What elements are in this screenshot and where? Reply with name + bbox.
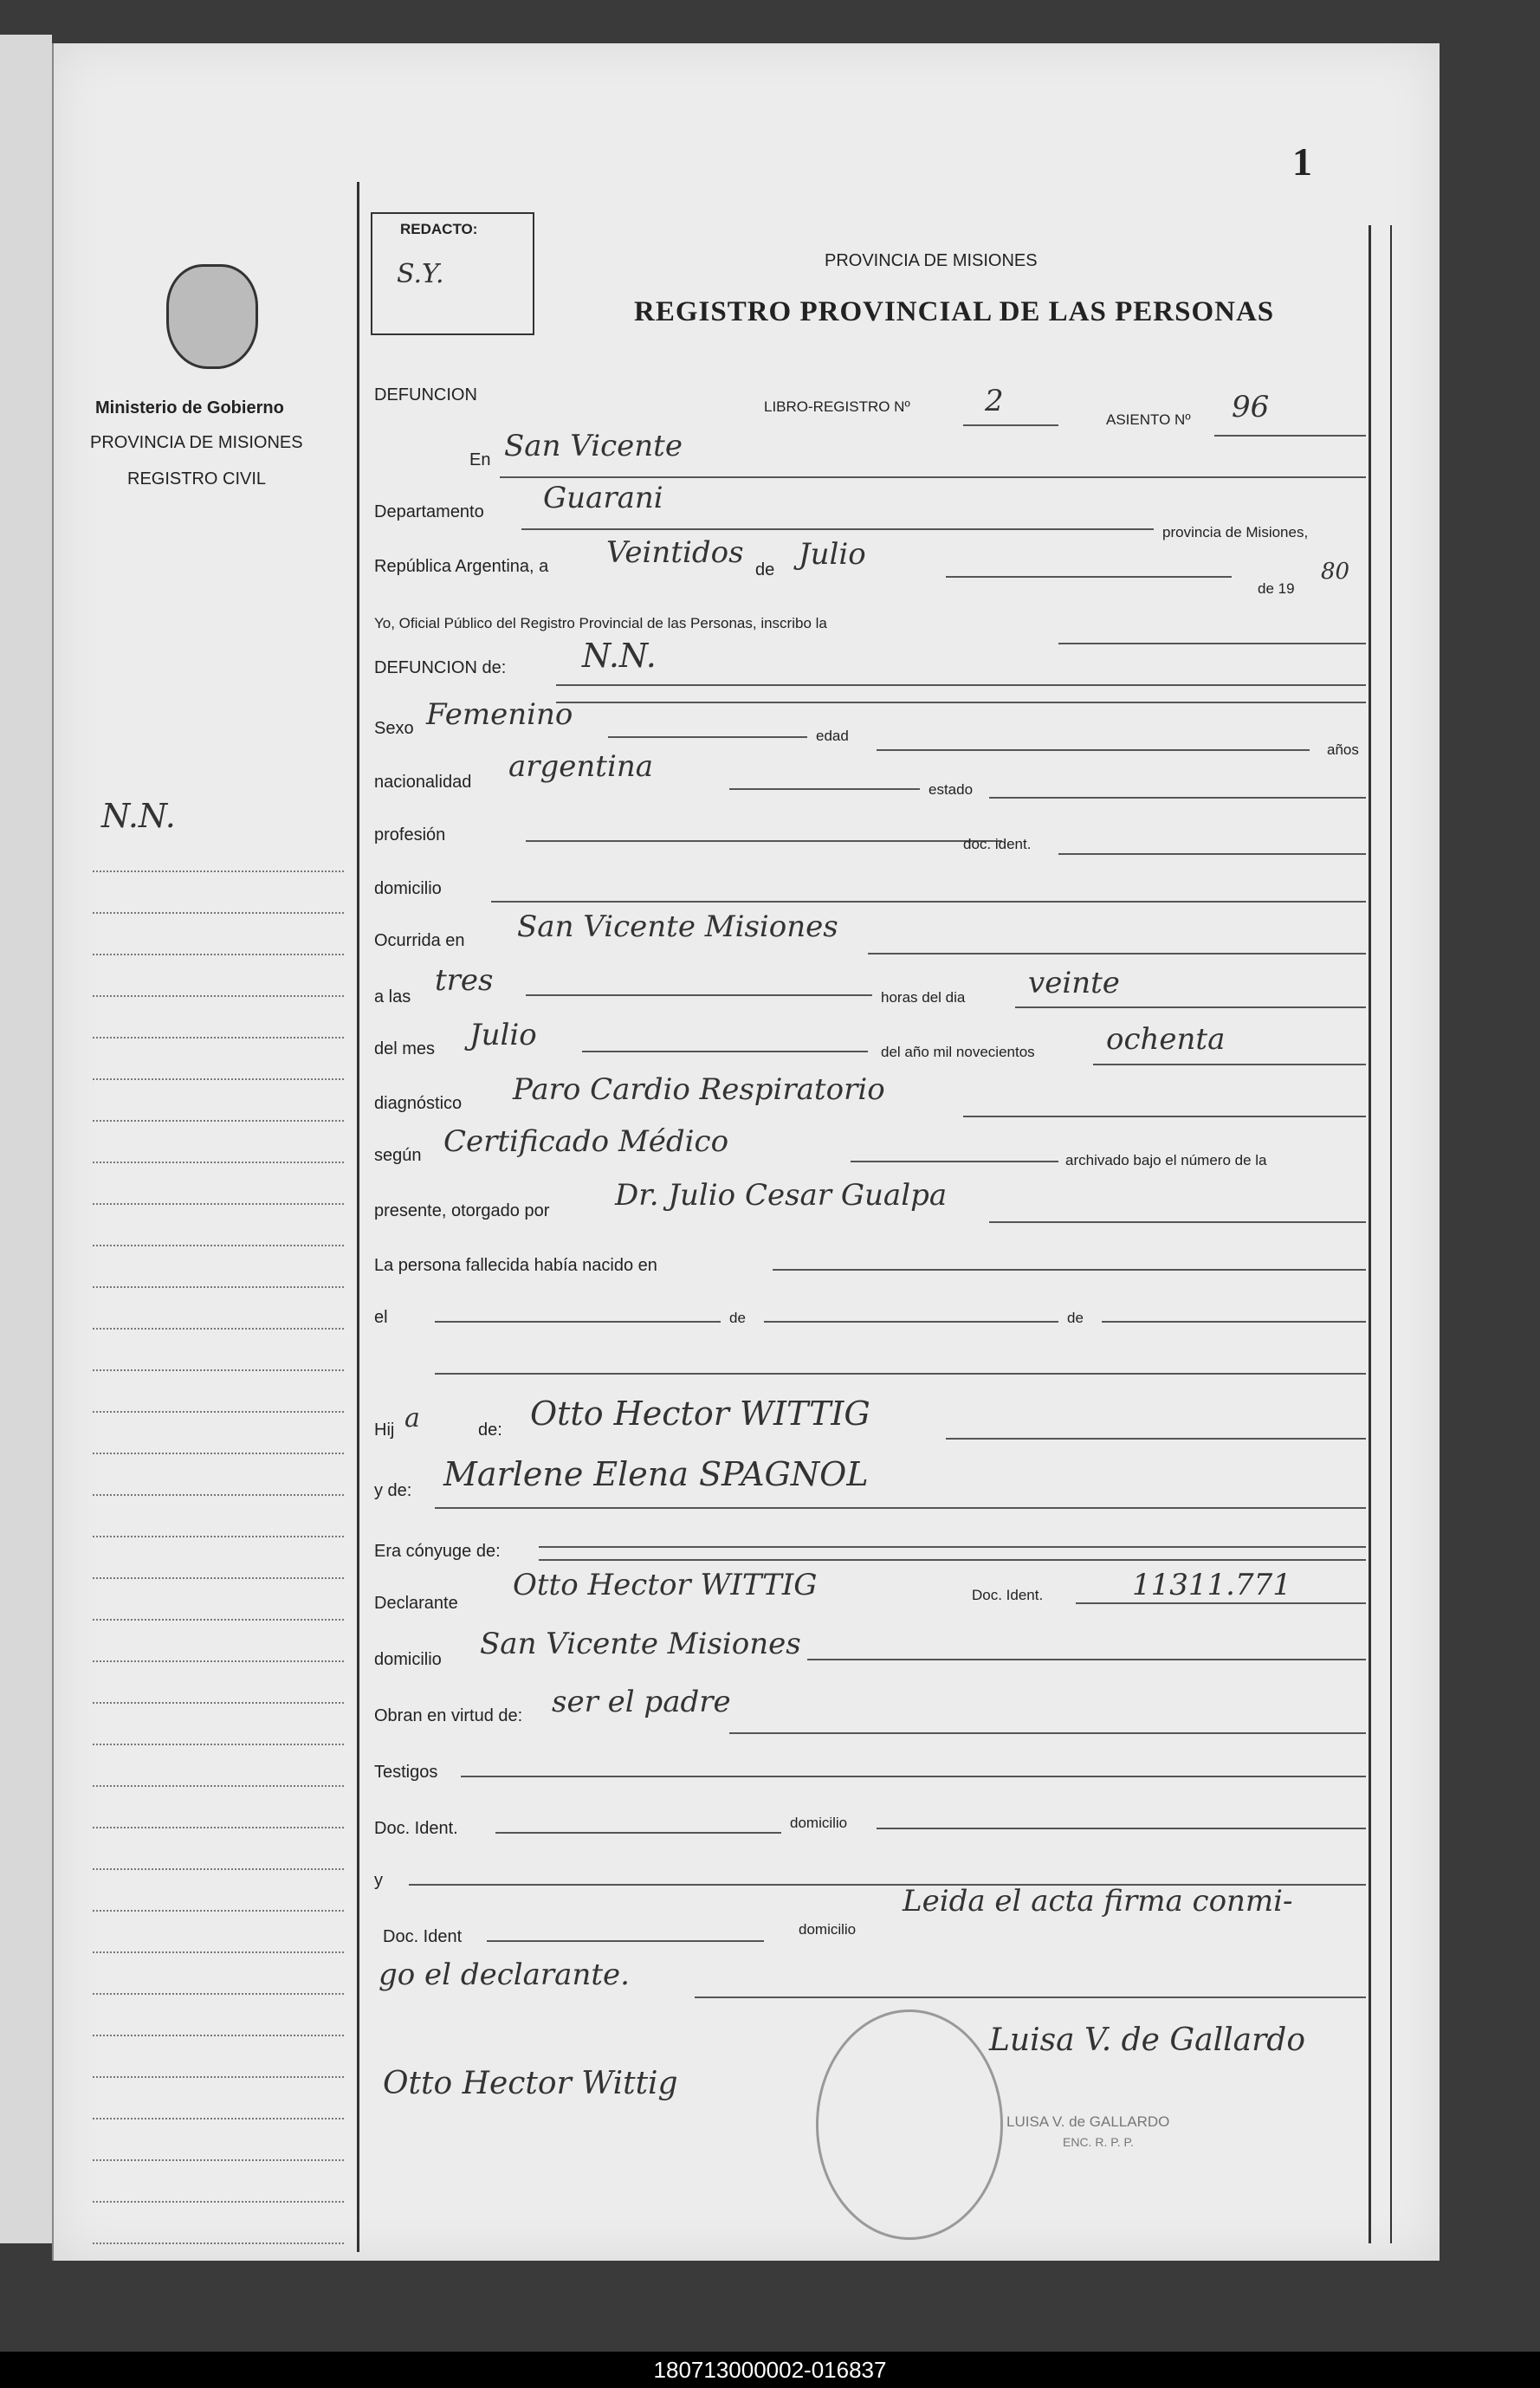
- redacto-value: S.Y.: [397, 259, 444, 289]
- testigos-line: [461, 1776, 1366, 1777]
- presente-value: Dr. Julio Cesar Gualpa: [615, 1178, 948, 1213]
- act-type: DEFUNCION: [374, 385, 477, 404]
- domicilio-label: domicilio: [374, 879, 442, 898]
- defuncion-line-2: [556, 702, 1366, 703]
- y-de-value: Marlene Elena SPAGNOL: [443, 1455, 869, 1493]
- doc-ident1-label: Doc. Ident.: [374, 1819, 458, 1838]
- libro-line: [963, 424, 1058, 426]
- official-seal-icon: [816, 2009, 1003, 2240]
- doc-value: 11311.771: [1132, 1568, 1291, 1602]
- asiento-value: 96: [1232, 390, 1270, 424]
- sexo-line: [608, 736, 807, 738]
- en-line: [500, 476, 1366, 478]
- nacionalidad-value: argentina: [508, 749, 654, 784]
- hija-suffix: a: [404, 1403, 420, 1433]
- hija-line: [946, 1438, 1366, 1440]
- sexo-value: Femenino: [426, 697, 573, 732]
- margin-ruled-line: [93, 2242, 344, 2244]
- el-label: el: [374, 1308, 388, 1327]
- anos-label: años: [1327, 741, 1359, 758]
- margin-ruled-line: [93, 1577, 344, 1579]
- margin-ruled-line: [93, 1619, 344, 1621]
- doc-ident1-line: [495, 1832, 781, 1834]
- obran-value: ser el padre: [552, 1685, 731, 1719]
- de2-label: de: [1067, 1310, 1084, 1326]
- register-page: [52, 43, 1440, 2261]
- margin-ruled-line: [93, 1328, 344, 1330]
- profesion-label: profesión: [374, 825, 446, 845]
- asiento-label: ASIENTO Nº: [1106, 411, 1191, 428]
- y-de-label: y de:: [374, 1481, 412, 1500]
- redacto-box: [371, 212, 534, 335]
- doc-label: Doc. Ident.: [972, 1587, 1044, 1603]
- domicilio2-value: San Vicente Misiones: [480, 1627, 801, 1661]
- provincia-suffix: provincia de Misiones,: [1162, 524, 1309, 540]
- margin-ruled-line: [93, 1744, 344, 1745]
- estado-label: estado: [929, 781, 974, 798]
- segun-line: [851, 1161, 1058, 1162]
- margin-ruled-line: [93, 1660, 344, 1662]
- margin-ruled-line: [93, 1910, 344, 1912]
- margin-ruled-line: [93, 1951, 344, 1953]
- sello-cargo: ENC. R. P. P.: [1063, 2135, 1134, 2149]
- margin-ruled-line: [93, 1868, 344, 1870]
- nacido-label: La persona fallecida había nacido en: [374, 1256, 657, 1275]
- hija-label: Hij: [374, 1421, 395, 1440]
- fecha-line: [946, 576, 1232, 578]
- del-mes-line: [582, 1051, 868, 1052]
- doc-ident2-line: [487, 1940, 764, 1942]
- a-las-value: tres: [435, 963, 494, 998]
- y-label: y: [374, 1871, 383, 1890]
- margin-ruled-line: [93, 1162, 344, 1163]
- margin-ruled-line: [93, 1536, 344, 1537]
- margin-ruled-line: [93, 1827, 344, 1828]
- nacionalidad-line: [729, 788, 920, 790]
- conyuge-line-2: [539, 1559, 1366, 1561]
- header-title: REGISTRO PROVINCIAL DE LAS PERSONAS: [634, 296, 1275, 327]
- de1-line: [764, 1321, 1058, 1323]
- margin-ruled-line: [93, 995, 344, 997]
- horas-value: veinte: [1028, 966, 1120, 1000]
- el-line-2: [435, 1373, 1366, 1375]
- de1-label: de: [729, 1310, 746, 1326]
- de2-line: [1102, 1321, 1366, 1323]
- departamento-value: Guarani: [543, 481, 663, 515]
- domicilio2-line: [807, 1659, 1366, 1660]
- libro-value: 2: [985, 384, 1004, 418]
- del-mes-value: Julio: [469, 1018, 537, 1052]
- leida-text-2: go el declarante.: [379, 1958, 630, 1992]
- diagnostico-line: [963, 1116, 1366, 1117]
- departamento-line: [521, 528, 1154, 530]
- margin-ruled-line: [93, 912, 344, 914]
- margin-ruled-line: [93, 1245, 344, 1246]
- defuncion-value: N.N.: [582, 637, 657, 675]
- a-las-label: a las: [374, 987, 411, 1006]
- margin-ruled-line: [93, 1037, 344, 1039]
- declarante-label: Declarante: [374, 1594, 458, 1613]
- firma-oficial: Luisa V. de Gallardo: [989, 2022, 1306, 2058]
- margin-ruled-line: [93, 1078, 344, 1080]
- leida-line: [695, 1996, 1366, 1998]
- oficial-line: [1058, 643, 1366, 644]
- domicilio1-line: [877, 1828, 1366, 1829]
- provincial-emblem-icon: [166, 264, 258, 369]
- defuncion-line-1: [556, 684, 1366, 686]
- hija-value: Otto Hector WITTIG: [530, 1395, 870, 1433]
- province-label: PROVINCIA DE MISIONES: [90, 433, 303, 452]
- anio-mil-label: del año mil novecientos: [881, 1044, 1035, 1060]
- margin-ruled-line: [93, 1286, 344, 1288]
- y-de-line: [435, 1507, 1366, 1509]
- horas-line: [1015, 1006, 1366, 1008]
- margin-ruled-line: [93, 1369, 344, 1371]
- doc-ident2-label: Doc. Ident: [383, 1927, 463, 1946]
- margin-ruled-line: [93, 1785, 344, 1787]
- margin-ruled-line: [93, 954, 344, 955]
- sello-nombre: LUISA V. de GALLARDO: [1006, 2113, 1170, 2130]
- segun-label: según: [374, 1146, 422, 1165]
- departamento-label: Departamento: [374, 502, 484, 521]
- edad-line: [877, 749, 1310, 751]
- sexo-label: Sexo: [374, 719, 414, 738]
- a-las-line: [526, 994, 872, 996]
- margin-ruled-line: [93, 1494, 344, 1496]
- ministry-label: Ministerio de Gobierno: [95, 398, 284, 417]
- estado-line: [989, 797, 1366, 799]
- margin-ruled-line: [93, 2035, 344, 2036]
- left-border-line: [357, 182, 359, 2252]
- presente-label: presente, otorgado por: [374, 1201, 550, 1220]
- en-value: San Vicente: [504, 429, 683, 463]
- mes-value: Julio: [799, 537, 866, 572]
- horas-label: horas del dia: [881, 989, 966, 1006]
- ocurrida-line: [868, 953, 1366, 955]
- presente-line: [989, 1221, 1366, 1223]
- republica-label: República Argentina, a: [374, 557, 549, 576]
- domicilio1-label: domicilio: [790, 1815, 848, 1831]
- edad-label: edad: [816, 728, 849, 744]
- anio-label: de 19: [1258, 580, 1295, 597]
- diagnostico-label: diagnóstico: [374, 1094, 463, 1113]
- margin-ruled-line: [93, 2201, 344, 2203]
- nacido-line: [773, 1269, 1366, 1271]
- book-left-edge: [0, 35, 52, 2243]
- margin-ruled-line: [93, 2118, 344, 2119]
- margin-ruled-line: [93, 870, 344, 872]
- anio-mil-line: [1093, 1064, 1366, 1065]
- right-border-line-2: [1390, 225, 1392, 2243]
- defuncion-label: DEFUNCION de:: [374, 658, 507, 677]
- doc-line: [1076, 1602, 1366, 1604]
- anio-mil-value: ochenta: [1106, 1022, 1226, 1057]
- ocurrida-value: San Vicente Misiones: [517, 909, 838, 944]
- margin-ruled-line: [93, 1120, 344, 1122]
- diagnostico-value: Paro Cardio Respiratorio: [513, 1072, 885, 1107]
- redacto-label: REDACTO:: [400, 221, 478, 237]
- archivado-label: archivado bajo el número de la: [1065, 1152, 1267, 1168]
- domicilio-line: [491, 901, 1366, 903]
- domicilio2b-label: domicilio: [799, 1921, 857, 1938]
- right-border-line: [1369, 225, 1371, 2243]
- del-mes-label: del mes: [374, 1039, 436, 1058]
- dia-value: Veintidos: [606, 535, 744, 570]
- nacionalidad-label: nacionalidad: [374, 773, 472, 792]
- segun-value: Certificado Médico: [443, 1124, 729, 1159]
- header-province: PROVINCIA DE MISIONES: [825, 251, 1038, 270]
- margin-ruled-line: [93, 1453, 344, 1454]
- hija-de-label: de:: [478, 1421, 502, 1440]
- conyuge-label: Era cónyuge de:: [374, 1542, 501, 1561]
- margin-ruled-line: [93, 1203, 344, 1205]
- libro-label: LIBRO-REGISTRO Nº: [764, 398, 910, 415]
- asiento-line: [1214, 435, 1366, 437]
- margin-ruled-line: [93, 2159, 344, 2161]
- page-number: 1: [1292, 139, 1312, 184]
- conyuge-line-1: [539, 1546, 1366, 1548]
- profesion-line: [526, 840, 1002, 842]
- obran-label: Obran en virtud de:: [374, 1706, 523, 1725]
- doc-ident-line: [1058, 853, 1366, 855]
- margin-ruled-line: [93, 2076, 344, 2078]
- anio-value: 80: [1321, 559, 1350, 585]
- footer-id: 180713000002-016837: [0, 2352, 1540, 2388]
- testigos-label: Testigos: [374, 1763, 438, 1782]
- margin-ruled-line: [93, 1993, 344, 1995]
- leida-text-1: Leida el acta firma conmi-: [903, 1884, 1293, 1919]
- obran-line: [729, 1732, 1366, 1734]
- margin-note: N.N.: [101, 797, 176, 835]
- doc-ident-label: doc. ident.: [963, 836, 1032, 852]
- registry-label: REGISTRO CIVIL: [127, 469, 267, 489]
- oficial-text: Yo, Oficial Público del Registro Provincial de las Personas, inscribo la: [374, 615, 827, 631]
- margin-ruled-line: [93, 1702, 344, 1704]
- firma-declarante: Otto Hector Wittig: [383, 2066, 678, 2101]
- ocurrida-label: Ocurrida en: [374, 931, 465, 950]
- el-line: [435, 1321, 721, 1323]
- de-label: de: [755, 560, 775, 579]
- margin-ruled-line: [93, 1411, 344, 1413]
- declarante-value: Otto Hector WITTIG: [513, 1568, 818, 1602]
- domicilio2-label: domicilio: [374, 1650, 442, 1669]
- en-label: En: [469, 450, 491, 469]
